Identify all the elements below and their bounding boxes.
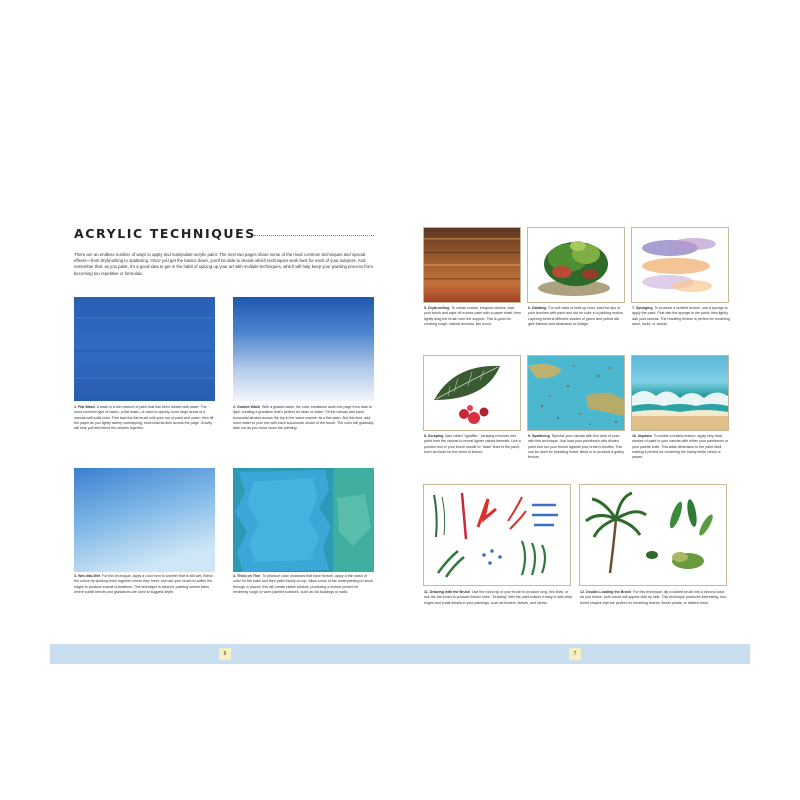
impasto-name: 10. Impasto xyxy=(632,434,652,438)
wet-into-wet-name: 3. Wet-into-Wet xyxy=(74,574,101,578)
sponging-name: 7. Sponging xyxy=(632,306,653,310)
double-loading-caption xyxy=(580,590,728,606)
drybrushing-name: 5. Drybrushing xyxy=(424,306,450,310)
flat-wash-swatch xyxy=(74,297,215,401)
thick-on-thin-text: To produce color variances that have texture, apply a thin wash of color for the base and then paint thickly on top. Allow some of the underpainting to show through in places; this will create visible strokes, producing a texture perfect for rendering rough or worn painted surfaces, such as old buildings or walls. xyxy=(233,574,373,594)
thick-on-thin-name: 4. Thick on Thin xyxy=(233,574,261,578)
impasto-caption xyxy=(632,434,730,460)
scraping-name: 8. Scraping xyxy=(424,434,444,438)
footer-band xyxy=(50,644,750,664)
drawing-with-brush-swatch xyxy=(424,485,570,585)
dabbing-swatch xyxy=(528,228,624,302)
thick-on-thin-swatch xyxy=(233,468,374,572)
drybrushing-text: To create coarse, irregular strokes, load your brush and wipe off excess paint with a paper towel; then lightly drag the brush over the support. This is good for creating rough, natural textures, like wood. xyxy=(424,306,522,326)
scraping-swatch xyxy=(424,356,520,430)
double-loading-swatch xyxy=(580,485,726,585)
page-title: ACRYLIC TECHNIQUES xyxy=(74,226,256,241)
flat-wash-name: 1. Flat Wash xyxy=(74,405,95,409)
graded-wash-caption xyxy=(233,405,374,431)
sponging-swatch xyxy=(632,228,728,302)
book-spread xyxy=(50,208,750,640)
thick-on-thin-caption xyxy=(233,574,374,595)
title-dotted-rule xyxy=(254,235,374,236)
spattering-swatch xyxy=(528,356,624,430)
right-page xyxy=(400,208,750,640)
intro-paragraph: There are an endless number of ways to apply and manipulate acrylic paint. The next two pages share some of the most common techniques and special effects—from drybrushing to spattering. Once you get the basics down, you'll be able to decide which techniques work best for each of your subjects. And remember that, as you paint, it's a good idea to get in the habit of spicing up your art with multiple techniques, which will help keep your painting process from becoming too repetitive or formulaic. xyxy=(74,252,373,276)
page-number-right: 7 xyxy=(569,648,581,660)
flat-wash-caption xyxy=(74,405,215,431)
flat-wash-text: A wash is a thin mixture of paint that has been diluted with water. The most common type of wash—a flat wash—is used to quickly cover large areas of a canvas with solid color. First load the flat brush with your mix of paint and water; then tilt the paper as you lightly sweep overlapping, horizontal strokes across the page. Gravity will help pull and blend the strokes together. xyxy=(74,405,214,431)
dabbing-caption xyxy=(528,306,626,327)
double-loading-text: For this technique, dip a loaded brush into a second color. As you stroke, both colors will appear side by side. This technique produces interesting, two-toned shapes that are perfect for rendering leaves, flower petals, or distinct trees. xyxy=(580,590,727,605)
spattering-caption xyxy=(528,434,626,460)
double-loading-name: 12. Double-Loading the Brush xyxy=(580,590,632,594)
drawing-with-brush-name: 11. Drawing with the Brush xyxy=(424,590,470,594)
drawing-with-brush-caption xyxy=(424,590,572,606)
spattering-name: 9. Spattering xyxy=(528,434,550,438)
wet-into-wet-swatch xyxy=(74,468,215,572)
spattering-text: Speckle your canvas with fine dots of color with this technique. Just load your paintbrush with diluted paint and run your thumb against your brush's bristles. This can be used for depicting flower fields or to produce a grainy texture. xyxy=(528,434,625,460)
graded-wash-swatch xyxy=(233,297,374,401)
drybrushing-swatch xyxy=(424,228,520,302)
impasto-swatch xyxy=(632,356,728,430)
scraping-text: Also called "sgraffito," scraping removes wet paint from the canvas to reveal lighter values beneath. Use a pointed tool or your brush handle to "draw" lines in the paint, such as those for the veins of leaves. xyxy=(424,434,521,454)
dabbing-name: 6. Dabbing xyxy=(528,306,547,310)
sponging-text: To produce a mottled texture, use a sponge to apply the paint. First dab the sponge in the paint; then lightly dab your canvas. The resulting texture is perfect for rendering sand, rocks, or clouds. xyxy=(632,306,731,326)
sponging-caption xyxy=(632,306,730,327)
graded-wash-text: With a graded wash, the color transitions down the page from dark to light, creating a gradation that's perfect for skies or water. Tilt the canvas and paint horizontal strokes across the top in the same manner as a flat wash. But this time, add more water to your mix with each successive stroke of the brush. The color will gradually fade out as you move down the painting. xyxy=(233,405,374,431)
scraping-caption xyxy=(424,434,522,455)
impasto-text: To create a buttery texture, apply very thick strokes of paint to your canvas with either your paintbrush or your palette knife. This adds dimension to the paint itself, making it perfect for rendering the foamy white crests of waves. xyxy=(632,434,729,460)
wet-into-wet-text: For this technique, apply a color next to another that is still wet. Blend the colors by stroking them together where they meet, and use your brush to soften the edges to produce smooth transitions. This technique is ideal for painting sunset skies, where subtle blends and gradations are used to suggest depth. xyxy=(74,574,213,594)
left-page xyxy=(50,208,400,640)
page-number-left: 6 xyxy=(219,648,231,660)
drybrushing-caption xyxy=(424,306,522,327)
dabbing-text: For soft dabs of built-up color, load the tips of your brushes with paint and dot on color in a jabbing motion. Layering several different shades of green and yellow will give fullness and dimension to foliage. xyxy=(528,306,624,326)
wet-into-wet-caption xyxy=(74,574,215,595)
drawing-with-brush-text: Use the round tip of your brush to produce long, thin lines, or use the flat brush to produce thicker lines. "Drawing" with the paint makes it easy to add crisp edges and small details to your paintings, such as flowers, leaves, and stems. xyxy=(424,590,572,605)
graded-wash-name: 2. Graded Wash xyxy=(233,405,261,409)
title-row xyxy=(74,226,374,242)
